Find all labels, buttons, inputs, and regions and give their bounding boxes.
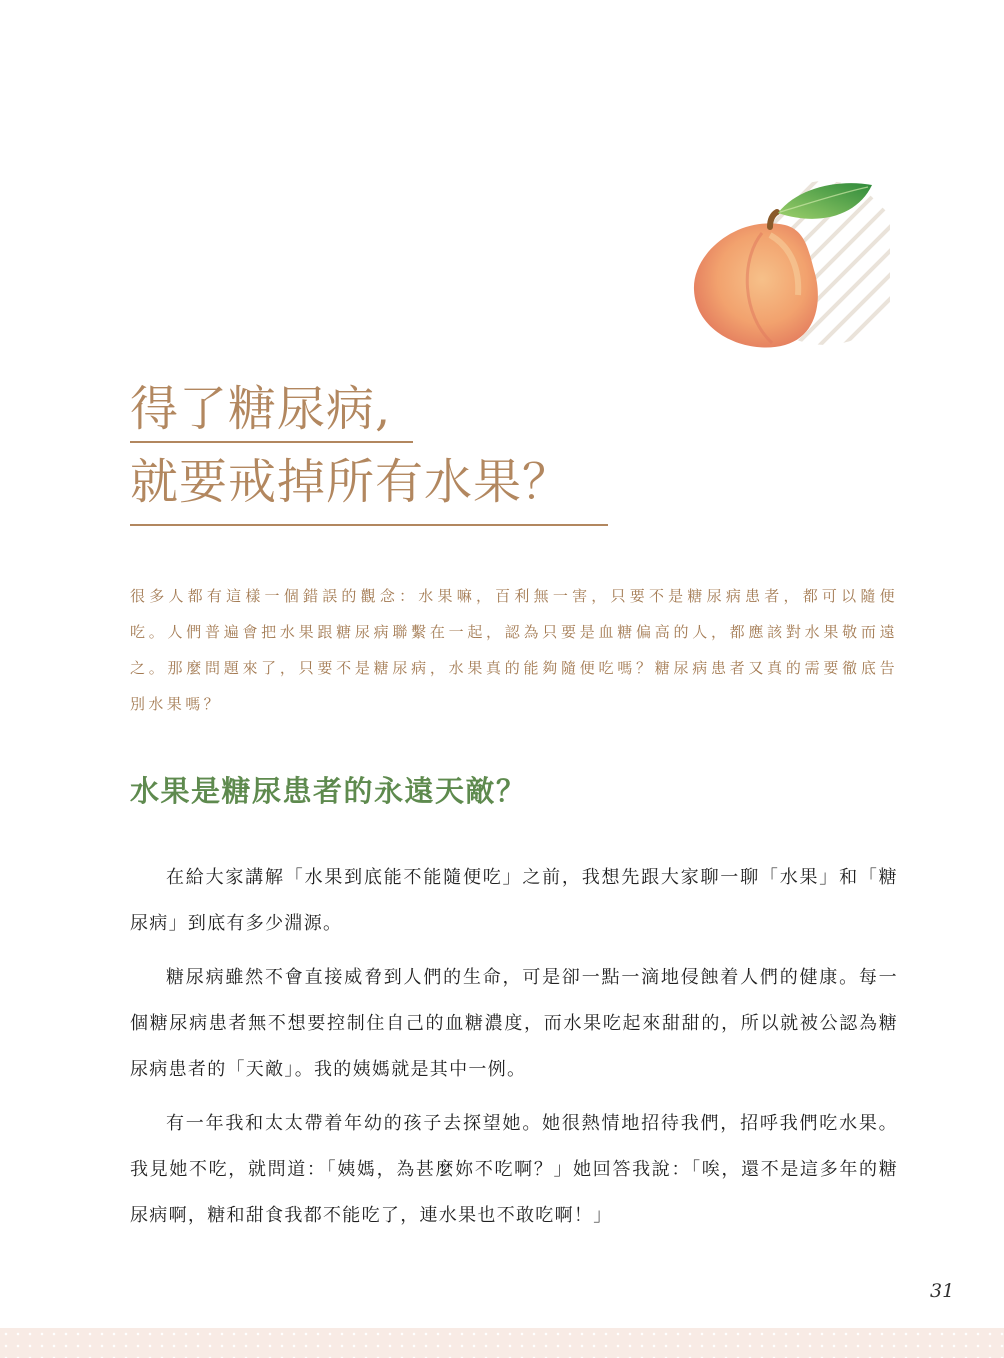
title-underline-2	[130, 524, 608, 526]
title-underline-1	[130, 441, 413, 443]
intro-block	[130, 578, 898, 722]
decorative-footer-band	[0, 1328, 1004, 1358]
body-paragraph-3: 有一年我和太太帶着年幼的孩子去探望她。她很熱情地招待我們，招呼我們吃水果。我見她不吃，就問道：「姨媽，為甚麼妳不吃啊？」她回答我說：「唉，還不是這多年的糖尿病啊，糖和甜食我都不能吃了，連水果也不敢吃啊！」	[130, 1113, 898, 1226]
body-paragraph-1: 在給大家講解「水果到底能不能隨便吃」之前，我想先跟大家聊一聊「水果」和「糖尿病」到底有多少淵源。	[130, 867, 898, 934]
title-line-1: 得了糖尿病,	[130, 381, 392, 437]
peach-icon	[680, 175, 890, 360]
section-heading: 水果是糖尿患者的永遠天敵？	[130, 774, 527, 808]
body-paragraph-2: 糖尿病雖然不會直接威脅到人們的生命，可是卻一點一滴地侵蝕着人們的健康。每一個糖尿病患者無不想要控制住自己的血糖濃度，而水果吃起來甜甜的，所以就被公認為糖尿病患者的「天敵」。我的姨媽就是其中一例。	[130, 967, 898, 1080]
page-number: 31	[930, 1280, 955, 1302]
intro-paragraph: 很多人都有這樣一個錯誤的觀念：水果嘛，百利無一害，只要不是糖尿病患者，都可以隨便吃。人們普遍會把水果跟糖尿病聯繫在一起，認為只要是血糖偏高的人，都應該對水果敬而遠之。那麼問題來了，只要不是糖尿病，水果真的能夠隨便吃嗎？糖尿病患者又真的需要徹底告別水果嗎？	[130, 587, 898, 713]
title-line-2: 就要戒掉所有水果？	[130, 454, 572, 510]
article-body	[130, 855, 898, 1247]
peach-illustration	[680, 175, 890, 360]
